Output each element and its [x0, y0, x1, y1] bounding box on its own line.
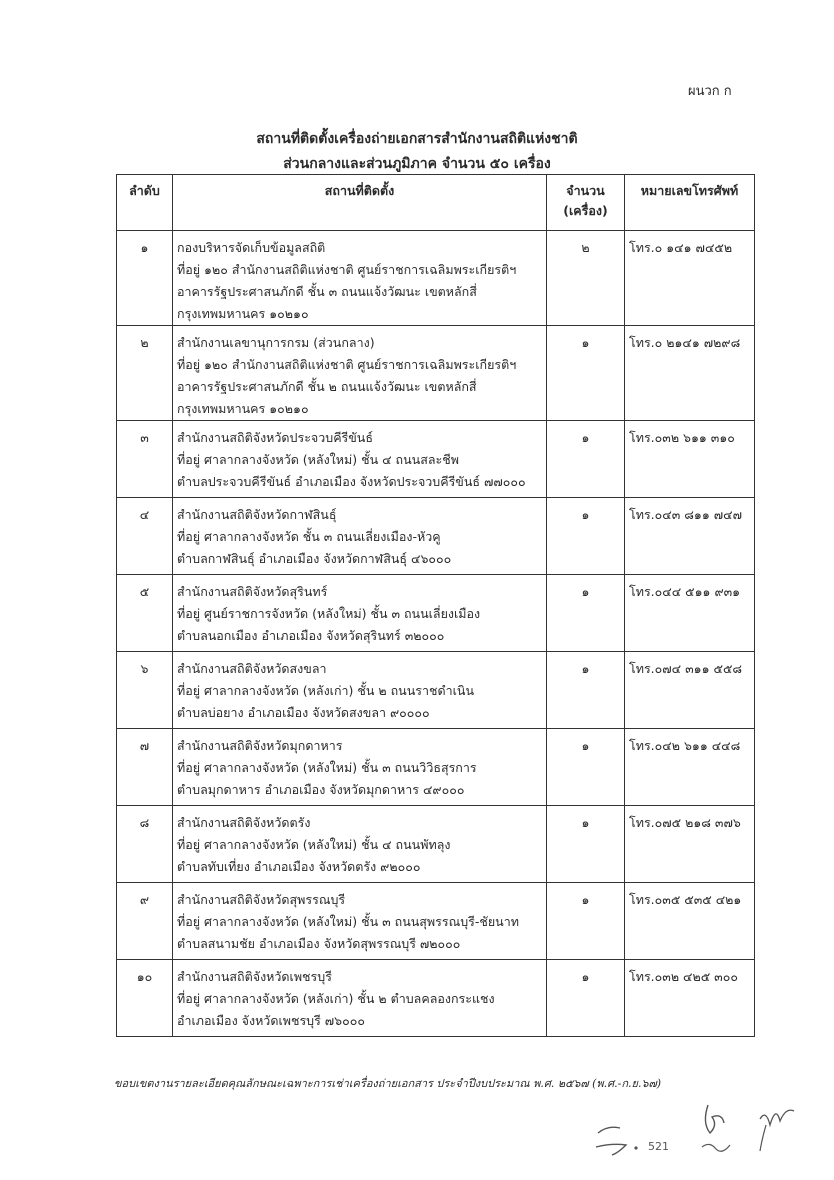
- table-row: [117, 421, 755, 498]
- row-number: ๔: [117, 498, 173, 575]
- address-line: ตำบลประจวบคีรีขันธ์ อำเภอเมือง จังหวัดประจวบคีรีขันธ์ ๗๗๐๐๐: [177, 474, 526, 489]
- row-location: [173, 231, 547, 326]
- row-number: ๑: [117, 231, 173, 326]
- row-phone: โทร.๐๓๕ ๕๓๕ ๔๒๑: [625, 883, 755, 960]
- row-number: ๙: [117, 883, 173, 960]
- table-row: [117, 231, 755, 326]
- header-quantity: [547, 175, 625, 231]
- address-line: ที่อยู่ ๑๒๐ สำนักงานสถิติแห่งชาติ ศูนย์ราชการเฉลิมพระเกียรติฯ: [177, 262, 517, 277]
- row-quantity: ๒: [547, 231, 625, 326]
- address-line: ที่อยู่ ศาลากลางจังหวัด (หลังใหม่) ชั้น ๓ ถนนสุพรรณบุรี-ชัยนาท: [177, 914, 519, 929]
- document-footer: ขอบเขตงานรายละเอียดคุณลักษณะเฉพาะการเช่าเครื่องถ่ายเอกสาร ประจำปีงบประมาณ พ.ศ. ๒๕๖๗ (พ.ศ.-ก.ย.๖๗): [114, 1077, 662, 1090]
- office-name: สำนักงานสถิติจังหวัดตรัง: [177, 815, 311, 830]
- row-number: ๑๐: [117, 960, 173, 1037]
- row-quantity: ๑: [547, 806, 625, 883]
- row-phone: โทร.๐๓๒ ๖๑๑ ๓๑๐: [625, 421, 755, 498]
- signature-number: 521: [648, 1140, 669, 1153]
- office-name: สำนักงานสถิติจังหวัดเพชรบุรี: [177, 969, 332, 984]
- address-line: อาคารรัฐประศาสนภักดี ชั้น ๒ ถนนแจ้งวัฒนะ เขตหลักสี่: [177, 379, 477, 394]
- signature-initials: [590, 1095, 800, 1175]
- address-line: ตำบลสนามชัย อำเภอเมือง จังหวัดสุพรรณบุรี ๗๒๐๐๐: [177, 936, 461, 951]
- row-quantity: ๑: [547, 960, 625, 1037]
- row-number: ๒: [117, 326, 173, 421]
- office-name: สำนักงานสถิติจังหวัดสุรินทร์: [177, 584, 328, 599]
- address-line: ที่อยู่ ศาลากลางจังหวัด (หลังใหม่) ชั้น ๔ ถนนสละชีพ: [177, 452, 459, 467]
- address-line: กรุงเทพมหานคร ๑๐๒๑๐: [177, 306, 309, 321]
- table-row: [117, 960, 755, 1037]
- address-line: ตำบลมุกดาหาร อำเภอเมือง จังหวัดมุกดาหาร ๔๙๐๐๐: [177, 782, 465, 797]
- page-title: สถานที่ติดตั้งเครื่องถ่ายเอกสารสำนักงานสถิติแห่งชาติ: [256, 131, 578, 147]
- installation-sites-table: [116, 174, 755, 1037]
- header-quantity-line1: จำนวน: [566, 183, 605, 198]
- row-location: [173, 960, 547, 1037]
- header-location: สถานที่ติดตั้ง: [173, 175, 547, 231]
- office-name: สำนักงานสถิติจังหวัดกาฬสินธุ์: [177, 507, 337, 522]
- row-phone: โทร.๐๗๔ ๓๑๑ ๕๕๘: [625, 652, 755, 729]
- row-phone: โทร.๐ ๑๔๑ ๗๔๕๒: [625, 231, 755, 326]
- table-row: [117, 883, 755, 960]
- address-line: ที่อยู่ ศูนย์ราชการจังหวัด (หลังใหม่) ชั้น ๓ ถนนเลี่ยงเมือง: [177, 606, 481, 621]
- address-line: ตำบลทับเที่ยง อำเภอเมือง จังหวัดตรัง ๙๒๐๐๐: [177, 859, 421, 874]
- row-location: [173, 652, 547, 729]
- page-subtitle: ส่วนกลางและส่วนภูมิภาค จำนวน ๕๐ เครื่อง: [283, 156, 551, 172]
- address-line: กรุงเทพมหานคร ๑๐๒๑๐: [177, 401, 309, 416]
- row-quantity: ๑: [547, 421, 625, 498]
- row-quantity: ๑: [547, 883, 625, 960]
- row-number: ๘: [117, 806, 173, 883]
- address-line: ตำบลกาฬสินธุ์ อำเภอเมือง จังหวัดกาฬสินธุ์ ๔๖๐๐๐: [177, 551, 452, 566]
- address-line: ที่อยู่ ศาลากลางจังหวัด (หลังใหม่) ชั้น ๓ ถนนวิวิธสุรการ: [177, 760, 477, 775]
- header-no: ลำดับ: [117, 175, 173, 231]
- row-phone: โทร.๐๔๓ ๘๑๑ ๗๔๗: [625, 498, 755, 575]
- row-location: [173, 806, 547, 883]
- row-phone: โทร.๐๔๒ ๖๑๑ ๔๔๘: [625, 729, 755, 806]
- row-quantity: ๑: [547, 326, 625, 421]
- row-number: ๖: [117, 652, 173, 729]
- row-phone: โทร.๐๓๒ ๔๒๕ ๓๐๐: [625, 960, 755, 1037]
- header-quantity-line2: (เครื่อง): [563, 203, 608, 218]
- office-name: สำนักงานสถิติจังหวัดมุกดาหาร: [177, 738, 343, 753]
- address-line: ที่อยู่ ศาลากลางจังหวัด ชั้น ๓ ถนนเลี่ยงเมือง-หัวคู: [177, 529, 441, 544]
- table-row: [117, 498, 755, 575]
- table-header-row: [117, 175, 755, 231]
- address-line: ที่อยู่ ศาลากลางจังหวัด (หลังเก่า) ชั้น ๒ ตำบลคลองกระแชง: [177, 991, 495, 1006]
- row-number: ๗: [117, 729, 173, 806]
- row-location: [173, 883, 547, 960]
- row-location: [173, 326, 547, 421]
- annex-label: ผนวก ก: [688, 84, 732, 99]
- table-row: [117, 806, 755, 883]
- header-phone: หมายเลขโทรศัพท์: [625, 175, 755, 231]
- office-name: สำนักงานสถิติจังหวัดสงขลา: [177, 661, 327, 676]
- row-location: [173, 729, 547, 806]
- row-location: [173, 498, 547, 575]
- row-location: [173, 575, 547, 652]
- address-line: ที่อยู่ ศาลากลางจังหวัด (หลังเก่า) ชั้น ๒ ถนนราชดำเนิน: [177, 683, 474, 698]
- office-name: กองบริหารจัดเก็บข้อมูลสถิติ: [177, 240, 326, 255]
- office-name: สำนักงานสถิติจังหวัดสุพรรณบุรี: [177, 892, 346, 907]
- address-line: อำเภอเมือง จังหวัดเพชรบุรี ๗๖๐๐๐: [177, 1013, 366, 1028]
- row-number: ๕: [117, 575, 173, 652]
- address-line: ที่อยู่ ๑๒๐ สำนักงานสถิติแห่งชาติ ศูนย์ราชการเฉลิมพระเกียรติฯ: [177, 357, 517, 372]
- address-line: ตำบลนอกเมือง อำเภอเมือง จังหวัดสุรินทร์ ๓๒๐๐๐: [177, 628, 445, 643]
- row-phone: โทร.๐๗๕ ๒๑๘ ๓๗๖: [625, 806, 755, 883]
- table-row: [117, 652, 755, 729]
- table-row: [117, 326, 755, 421]
- row-phone: โทร.๐ ๒๑๔๑ ๗๒๙๘: [625, 326, 755, 421]
- address-line: อาคารรัฐประศาสนภักดี ชั้น ๓ ถนนแจ้งวัฒนะ เขตหลักสี่: [177, 284, 477, 299]
- row-location: [173, 421, 547, 498]
- address-line: ตำบลบ่อยาง อำเภอเมือง จังหวัดสงขลา ๙๐๐๐๐: [177, 705, 430, 720]
- row-number: ๓: [117, 421, 173, 498]
- row-phone: โทร.๐๔๔ ๕๑๑ ๙๓๑: [625, 575, 755, 652]
- table-row: [117, 729, 755, 806]
- row-quantity: ๑: [547, 575, 625, 652]
- row-quantity: ๑: [547, 652, 625, 729]
- row-quantity: ๑: [547, 729, 625, 806]
- address-line: ที่อยู่ ศาลากลางจังหวัด (หลังใหม่) ชั้น ๔ ถนนพัทลุง: [177, 837, 451, 852]
- office-name: สำนักงานสถิติจังหวัดประจวบคีรีขันธ์: [177, 430, 373, 445]
- row-quantity: ๑: [547, 498, 625, 575]
- office-name: สำนักงานเลขานุการกรม (ส่วนกลาง): [177, 335, 375, 350]
- table-row: [117, 575, 755, 652]
